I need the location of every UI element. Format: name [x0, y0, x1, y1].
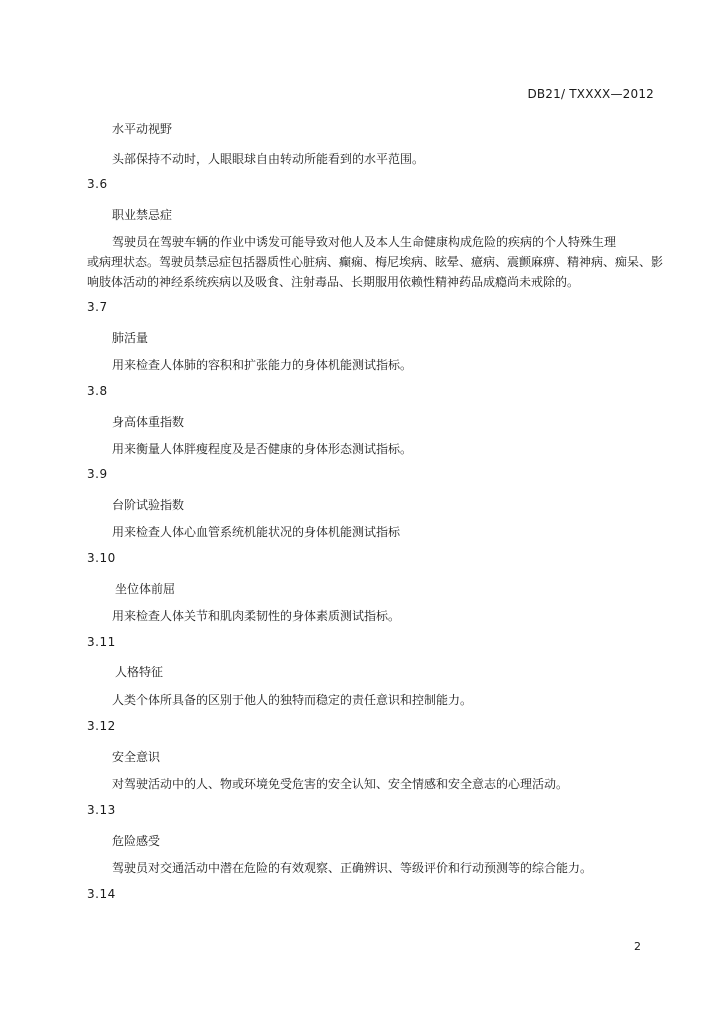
- term-definition: 人类个体所具备的区别于他人的独特而稳定的责任意识和控制能力。: [112, 693, 473, 707]
- clause-number: 3.12: [87, 719, 116, 733]
- term-definition: [87, 232, 664, 292]
- clause-number: 3.10: [87, 551, 116, 565]
- clause-number: 3.7: [87, 300, 108, 314]
- term-definition: 用来检查人体肺的容积和扩张能力的身体机能测试指标。: [112, 358, 413, 372]
- term-definition: 头部保持不动时，人眼眼球自由转动所能看到的水平范围。: [112, 152, 425, 166]
- clause-number: 3.11: [87, 635, 116, 649]
- definition-line: 或病理状态。驾驶员禁忌症包括器质性心脏病、癫痫、梅尼埃病、眩晕、癔病、震颤麻痹、精神病、痴呆、影: [87, 255, 664, 269]
- term-title: 肺活量: [112, 331, 149, 345]
- term-title: 人格特征: [115, 665, 164, 679]
- clause-number: 3.13: [87, 803, 116, 817]
- term-definition: 用来衡量人体胖瘦程度及是否健康的身体形态测试指标。: [112, 442, 413, 456]
- term-title: 安全意识: [112, 750, 161, 764]
- term-title: 坐位体前屈: [115, 582, 176, 596]
- document-code: DB21/ TXXXX—2012: [527, 87, 654, 101]
- term-definition: 用来检查人体关节和肌肉柔韧性的身体素质测试指标。: [112, 609, 401, 623]
- term-definition: 用来检查人体心血管系统机能状况的身体机能测试指标: [112, 525, 401, 539]
- clause-number: 3.8: [87, 384, 108, 398]
- page-number: 2: [634, 940, 641, 953]
- clause-number: 3.14: [87, 887, 116, 901]
- term-definition: 对驾驶活动中的人、物或环境免受危害的安全认知、安全情感和安全意志的心理活动。: [112, 777, 569, 791]
- definition-line: 驾驶员在驾驶车辆的作业中诱发可能导致对他人及本人生命健康构成危险的疾病的个人特殊生理: [112, 235, 617, 249]
- clause-number: 3.6: [87, 177, 108, 191]
- term-title: 台阶试验指数: [112, 498, 185, 512]
- term-title: 危险感受: [112, 834, 161, 848]
- term-definition: 驾驶员对交通活动中潜在危险的有效观察、正确辨识、等级评价和行动预测等的综合能力。: [112, 861, 593, 875]
- term-title: 职业禁忌症: [112, 208, 173, 222]
- clause-number: 3.9: [87, 467, 108, 481]
- term-title: 水平动视野: [112, 122, 173, 136]
- term-title: 身高体重指数: [112, 415, 185, 429]
- definition-line: 响肢体活动的神经系统疾病以及吸食、注射毒品、长期服用依赖性精神药品成瘾尚未戒除的。: [87, 275, 580, 289]
